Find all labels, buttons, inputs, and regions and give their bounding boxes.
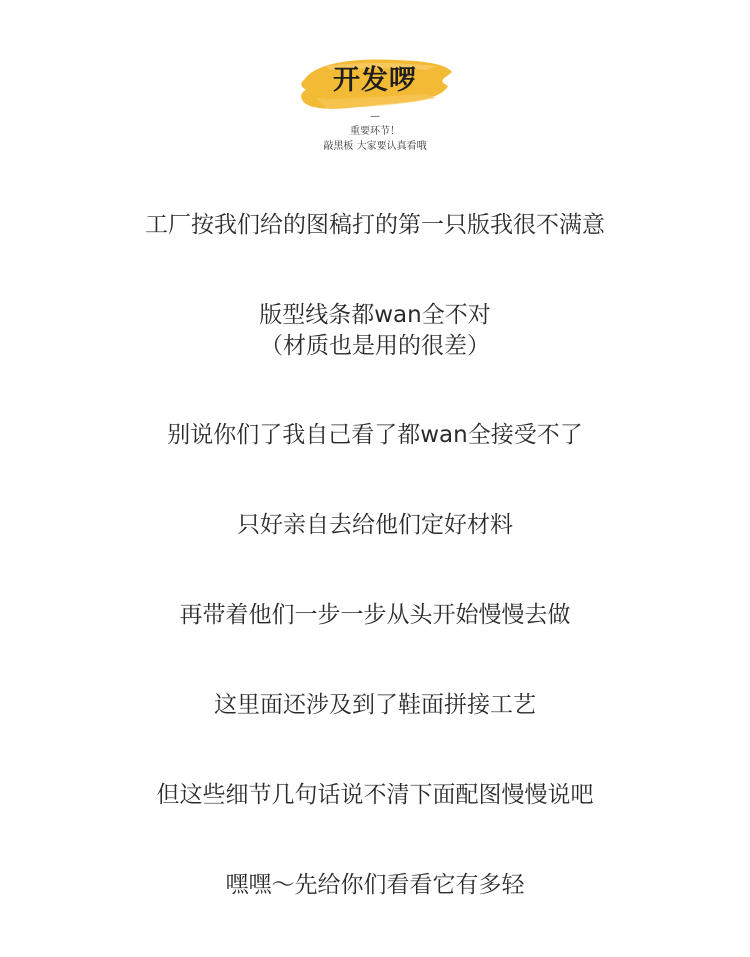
paragraph-7: 但这些细节几句话说不清下面配图慢慢说吧 [156,782,594,808]
paragraph-2-line-1: 版型线条都wan全不对 [259,302,491,328]
title-divider: — [370,111,380,122]
paragraph-4: 只好亲自去给他们定好材料 [237,512,513,538]
paragraph-5: 再带着他们一步一步从头开始慢慢去做 [179,602,571,628]
subtitle-line-2: 敲黑板 大家要认真看哦 [323,141,427,152]
page-title: 开发啰 [333,65,417,96]
paragraph-2-line-2: （材质也是用的很差） [260,333,490,359]
paragraph-1: 工厂按我们给的图稿打的第一只版我很不满意 [145,212,605,238]
paragraph-3: 别说你们了我自己看了都wan全接受不了 [167,422,583,448]
section-header [0,0,750,170]
subtitle-line-1: 重要环节！ [350,126,400,137]
paragraph-8: 嘿嘿～先给你们看看它有多轻 [225,872,525,898]
paragraph-6: 这里面还涉及到了鞋面拼接工艺 [214,692,536,718]
